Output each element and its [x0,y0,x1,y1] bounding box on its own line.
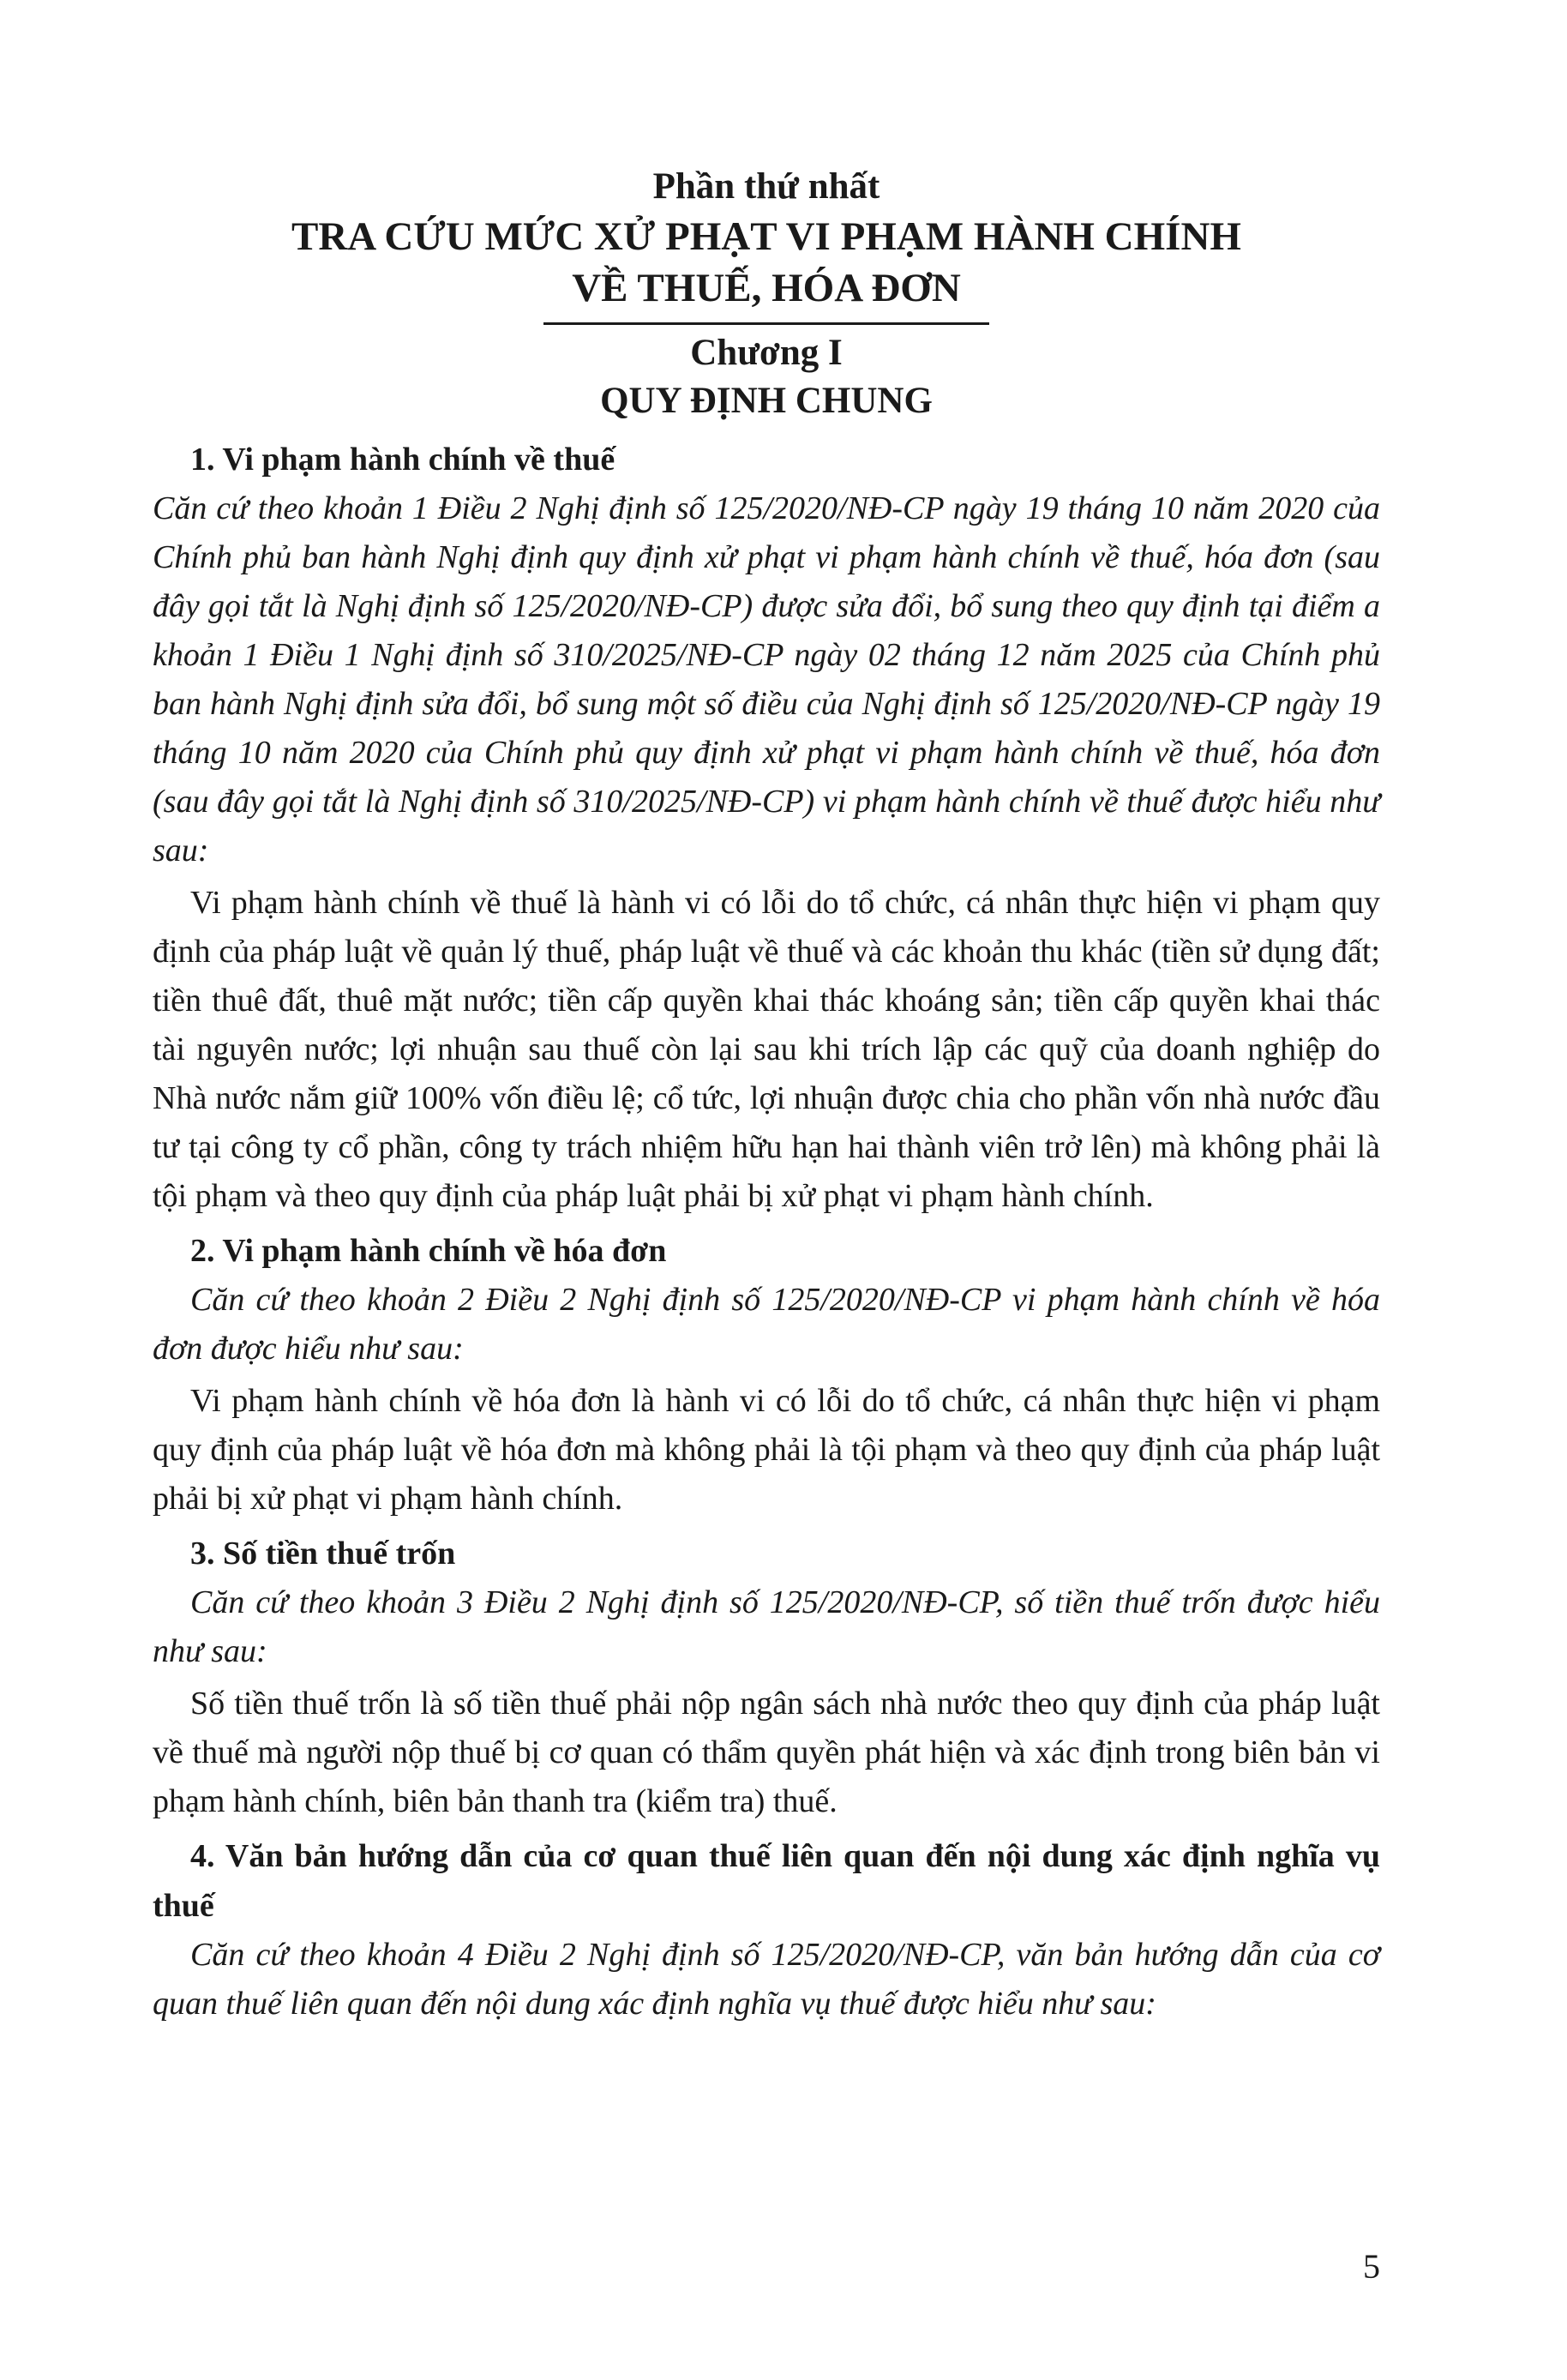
section-basis-text: Căn cứ theo khoản 4 Điều 2 Nghị định số 125/2020/NĐ-CP, văn bản hướng dẫn của cơ quan thuế liên quan đến nội dung xác định nghĩa vụ thuế được hiểu như sau: [153,1937,1380,2022]
section-heading [153,1529,1380,1578]
main-title-line-2: VỀ THUẾ, HÓA ĐƠN [572,266,961,310]
section-2 [153,1226,1380,1524]
section-body [153,1377,1380,1524]
section-body-text: Vi phạm hành chính về hóa đơn là hành vi có lỗi do tổ chức, cá nhân thực hiện vi phạm quy định của pháp luật về hóa đơn mà không phải là tội phạm và theo quy định của pháp luật phải bị xử phạt vi phạm hành chính. [153,1383,1380,1517]
section-basis [153,1578,1380,1676]
section-heading-text: 3. Số tiền thuế trốn [190,1536,456,1572]
section-body [153,1680,1380,1826]
main-title-line-1: TRA CỨU MỨC XỬ PHẠT VI PHẠM HÀNH CHÍNH [291,214,1241,259]
section-basis [153,1931,1380,2028]
section-4 [153,1831,1380,2028]
section-body [153,879,1380,1221]
section-heading-text: 2. Vi phạm hành chính về hóa đơn [190,1233,667,1269]
section-basis-text: Căn cứ theo khoản 2 Điều 2 Nghị định số 125/2020/NĐ-CP vi phạm hành chính về hóa đơn được hiểu như sau: [153,1282,1380,1367]
section-heading [153,435,1380,484]
section-heading-text: 1. Vi phạm hành chính về thuế [190,442,615,478]
title-divider [543,322,989,325]
page-number: 5 [1363,2247,1380,2286]
section-heading [153,1831,1380,1931]
chapter-name: QUY ĐỊNH CHUNG [600,381,933,421]
section-basis-text: Căn cứ theo khoản 3 Điều 2 Nghị định số 125/2020/NĐ-CP, số tiền thuế trốn được hiểu như sau: [153,1584,1380,1669]
section-1 [153,435,1380,1221]
section-heading-text: 4. Văn bản hướng dẫn của cơ quan thuế liên quan đến nội dung xác định nghĩa vụ thuế [153,1838,1380,1924]
section-basis-text: Căn cứ theo khoản 1 Điều 2 Nghị định số 125/2020/NĐ-CP ngày 19 tháng 10 năm 2020 của Chính phủ ban hành Nghị định quy định xử phạt vi phạm hành chính về thuế, hóa đơn (sau đây gọi tắt là Nghị định số 125/2020/NĐ-CP) được sửa đổi, bổ sung theo quy định tại điểm a khoản 1 Điều 1 Nghị định số 310/2025/NĐ-CP ngày 02 tháng 12 năm 2025 của Chính phủ ban hành Nghị định sửa đổi, bổ sung một số điều của Nghị định số 125/2020/NĐ-CP ngày 19 tháng 10 năm 2020 của Chính phủ quy định xử phạt vi phạm hành chính về thuế, hóa đơn (sau đây gọi tắt là Nghị định số 310/2025/NĐ-CP) vi phạm hành chính về thuế được hiểu như sau: [153,490,1380,868]
page-content [153,163,1380,2032]
part-title: Phần thứ nhất [652,166,880,207]
chapter-label: Chương I [690,333,843,373]
section-basis [153,484,1380,875]
section-heading [153,1226,1380,1276]
section-body-text: Vi phạm hành chính về thuế là hành vi có lỗi do tổ chức, cá nhân thực hiện vi phạm quy định của pháp luật về quản lý thuế, pháp luật về thuế và các khoản thu khác (tiền sử dụng đất; tiền thuê đất, thuê mặt nước; tiền cấp quyền khai thác khoáng sản; tiền cấp quyền khai thác tài nguyên nước; lợi nhuận sau thuế còn lại sau khi trích lập các quỹ của doanh nghiệp do Nhà nước nắm giữ 100% vốn điều lệ; cổ tức, lợi nhuận được chia cho phần vốn nhà nước đầu tư tại công ty cổ phần, công ty trách nhiệm hữu hạn hai thành viên trở lên) mà không phải là tội phạm và theo quy định của pháp luật phải bị xử phạt vi phạm hành chính. [153,885,1380,1214]
section-basis [153,1276,1380,1373]
section-body-text: Số tiền thuế trốn là số tiền thuế phải nộp ngân sách nhà nước theo quy định của pháp luật về thuế mà người nộp thuế bị cơ quan có thẩm quyền phát hiện và xác định trong biên bản vi phạm hành chính, biên bản thanh tra (kiểm tra) thuế. [153,1686,1380,1819]
section-3 [153,1529,1380,1826]
